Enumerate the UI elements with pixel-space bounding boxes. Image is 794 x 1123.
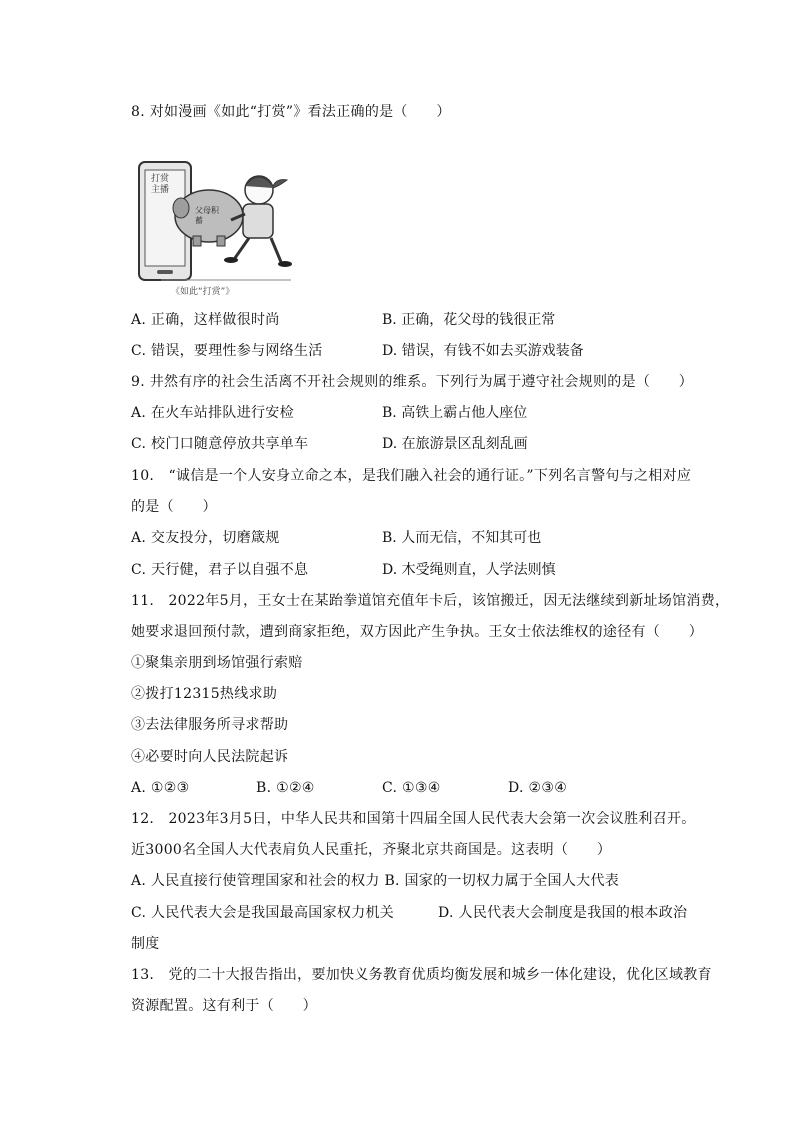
q10-option-c: C. 天行健，君子以自强不息 xyxy=(131,562,309,578)
q8-option-b: B. 正确，花父母的钱很正常 xyxy=(382,312,556,328)
q10-option-d: D. 木受绳则直，人学法则慎 xyxy=(382,562,556,578)
q13-stem-line2: 资源配置。这有利于（ ） xyxy=(131,998,317,1014)
q9-option-a: A. 在火车站排队进行安检 xyxy=(131,405,294,421)
q11-option-a: A. ①②③ xyxy=(131,780,190,796)
cartoon-caption: 《如此“打赏”》 xyxy=(171,287,235,297)
q12-stem-line2: 近3000名全国人大代表肩负人民重托，齐聚北京共商国是。这表明（ ） xyxy=(131,842,612,858)
q11-option-c: C. ①③④ xyxy=(382,780,441,796)
q12-stem-line1: 12. 2023年3月5日，中华人民共和国第十四届全国人民代表大会第一次会议胜利召开。 xyxy=(131,811,696,827)
q8-stem: 8. 对如漫画《如此“打赏”》看法正确的是（ ） xyxy=(131,104,451,120)
q11-stem-line1: 11. 2022年5月，王女士在某跆拳道馆充值年卡后，该馆搬迁，因无法继续到新址场馆消费， xyxy=(131,593,730,609)
q11-stem-line2: 她要求退回预付款，遭到商家拒绝，双方因此产生争执。王女士依法维权的途径有（ ） xyxy=(131,624,703,640)
q8-option-c: C. 错误，要理性参与网络生活 xyxy=(131,343,323,359)
q11-item-3: ③去法律服务所寻求帮助 xyxy=(131,717,289,733)
q11-option-d: D. ②③④ xyxy=(508,780,568,796)
cartoon-bag-text: 父母积蓄 xyxy=(195,206,219,225)
q11-item-4: ④必要时向人民法院起诉 xyxy=(131,749,289,765)
q9-stem: 9. 井然有序的社会生活离不开社会规则的维系。下列行为属于遵守社会规则的是（ ） xyxy=(131,374,694,390)
q12-option-d-cont: 制度 xyxy=(131,936,160,952)
q12-option-d: D. 人民代表大会制度是我国的根本政治 xyxy=(438,905,688,921)
q11-item-2: ②拨打12315热线求助 xyxy=(131,686,278,702)
q8-option-d: D. 错误，有钱不如去买游戏装备 xyxy=(382,343,584,359)
q11-option-b: B. ①②④ xyxy=(256,780,315,796)
q12-option-c: C. 人民代表大会是我国最高国家权力机关 xyxy=(131,905,395,921)
q9-option-d: D. 在旅游景区乱刻乱画 xyxy=(382,436,528,452)
q8-option-a: A. 正确，这样做很时尚 xyxy=(131,312,280,328)
q13-stem-line1: 13. 党的二十大报告指出，要加快义务教育优质均衡发展和城乡一体化建设，优化区域教育 xyxy=(131,967,712,983)
q9-option-c: C. 校门口随意停放共享单车 xyxy=(131,436,309,452)
q10-stem-line1: 10. “诚信是一个人安身立命之本，是我们融入社会的通行证。”下列名言警句与之相对应 xyxy=(131,468,692,484)
q10-option-b: B. 人而无信，不知其可也 xyxy=(382,530,542,546)
q9-option-b: B. 高铁上霸占他人座位 xyxy=(382,405,528,421)
q11-item-1: ①聚集亲朋到场馆强行索赔 xyxy=(131,655,303,671)
q10-stem-line2: 的是（ ） xyxy=(131,499,217,515)
cartoon-image xyxy=(131,158,297,300)
q10-option-a: A. 交友投分，切磨箴规 xyxy=(131,530,280,546)
cartoon-phone-text: 打赏主播 xyxy=(151,174,170,195)
q12-options-ab: A. 人民直接行使管理国家和社会的权力 B. 国家的一切权力属于全国人大代表 xyxy=(131,873,620,889)
